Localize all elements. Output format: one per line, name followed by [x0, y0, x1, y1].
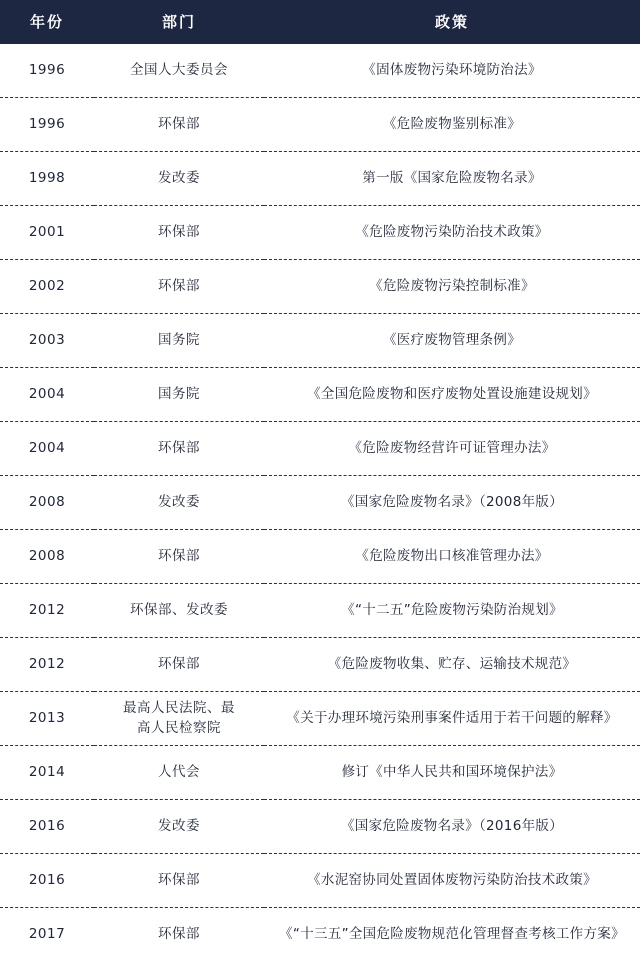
table-row: [0, 422, 640, 476]
cell-department: 国务院: [94, 314, 264, 368]
cell-year: 2013: [0, 692, 94, 746]
cell-year: 2012: [0, 584, 94, 638]
column-header-policy: 政策: [264, 0, 640, 44]
cell-department: 发改委: [94, 800, 264, 854]
cell-policy: 《国家危险废物名录》（2008年版）: [264, 476, 640, 530]
cell-department: 环保部: [94, 854, 264, 908]
cell-year: 2016: [0, 854, 94, 908]
table-row: [0, 476, 640, 530]
table-row: [0, 746, 640, 800]
table-header: [0, 0, 640, 44]
cell-policy: 《全国危险废物和医疗废物处置设施建设规划》: [264, 368, 640, 422]
cell-policy: 第一版《国家危险废物名录》: [264, 152, 640, 206]
cell-department: 环保部: [94, 638, 264, 692]
cell-year: 1998: [0, 152, 94, 206]
table-row: [0, 98, 640, 152]
table-row: [0, 530, 640, 584]
cell-policy: 《危险废物收集、贮存、运输技术规范》: [264, 638, 640, 692]
table-row: [0, 584, 640, 638]
cell-policy: 《国家危险废物名录》（2016年版）: [264, 800, 640, 854]
cell-policy: 《“十三五”全国危险废物规范化管理督查考核工作方案》: [264, 908, 640, 961]
table-header-row: [0, 0, 640, 44]
cell-year: 1996: [0, 98, 94, 152]
table-row: [0, 260, 640, 314]
cell-policy: 《危险废物污染防治技术政策》: [264, 206, 640, 260]
cell-policy: 《固体废物污染环境防治法》: [264, 44, 640, 98]
table-row: [0, 638, 640, 692]
table-row: [0, 800, 640, 854]
table-row: [0, 368, 640, 422]
cell-department: 环保部: [94, 206, 264, 260]
cell-year: 2017: [0, 908, 94, 961]
cell-policy: 《“十二五”危险废物污染防治规划》: [264, 584, 640, 638]
cell-year: 2008: [0, 530, 94, 584]
table-row: [0, 908, 640, 961]
cell-year: 2016: [0, 800, 94, 854]
table-row: [0, 314, 640, 368]
cell-policy: 修订《中华人民共和国环境保护法》: [264, 746, 640, 800]
cell-year: 2014: [0, 746, 94, 800]
cell-department: 国务院: [94, 368, 264, 422]
cell-year: 1996: [0, 44, 94, 98]
cell-policy: 《关于办理环境污染刑事案件适用于若干问题的解释》: [264, 692, 640, 746]
table-row: [0, 152, 640, 206]
cell-department: 全国人大委员会: [94, 44, 264, 98]
column-header-department: 部门: [94, 0, 264, 44]
cell-year: 2003: [0, 314, 94, 368]
cell-year: 2001: [0, 206, 94, 260]
cell-department: 环保部: [94, 908, 264, 961]
cell-policy: 《危险废物经营许可证管理办法》: [264, 422, 640, 476]
table-row: [0, 854, 640, 908]
cell-year: 2002: [0, 260, 94, 314]
cell-policy: 《水泥窑协同处置固体废物污染防治技术政策》: [264, 854, 640, 908]
cell-year: 2012: [0, 638, 94, 692]
cell-department: 人代会: [94, 746, 264, 800]
cell-year: 2004: [0, 368, 94, 422]
column-header-year: 年份: [0, 0, 94, 44]
table-row: [0, 44, 640, 98]
cell-department: 环保部: [94, 98, 264, 152]
cell-policy: 《危险废物污染控制标准》: [264, 260, 640, 314]
cell-department: 环保部: [94, 260, 264, 314]
cell-year: 2004: [0, 422, 94, 476]
table-row: [0, 692, 640, 746]
cell-year: 2008: [0, 476, 94, 530]
cell-department: 环保部: [94, 530, 264, 584]
table-row: [0, 206, 640, 260]
cell-department: 最高人民法院、最 高人民检察院: [94, 692, 264, 746]
cell-department: 环保部: [94, 422, 264, 476]
table-body: [0, 44, 640, 961]
cell-department: 发改委: [94, 152, 264, 206]
cell-department: 发改委: [94, 476, 264, 530]
cell-policy: 《危险废物出口核准管理办法》: [264, 530, 640, 584]
cell-policy: 《医疗废物管理条例》: [264, 314, 640, 368]
cell-department: 环保部、发改委: [94, 584, 264, 638]
cell-policy: 《危险废物鉴别标准》: [264, 98, 640, 152]
